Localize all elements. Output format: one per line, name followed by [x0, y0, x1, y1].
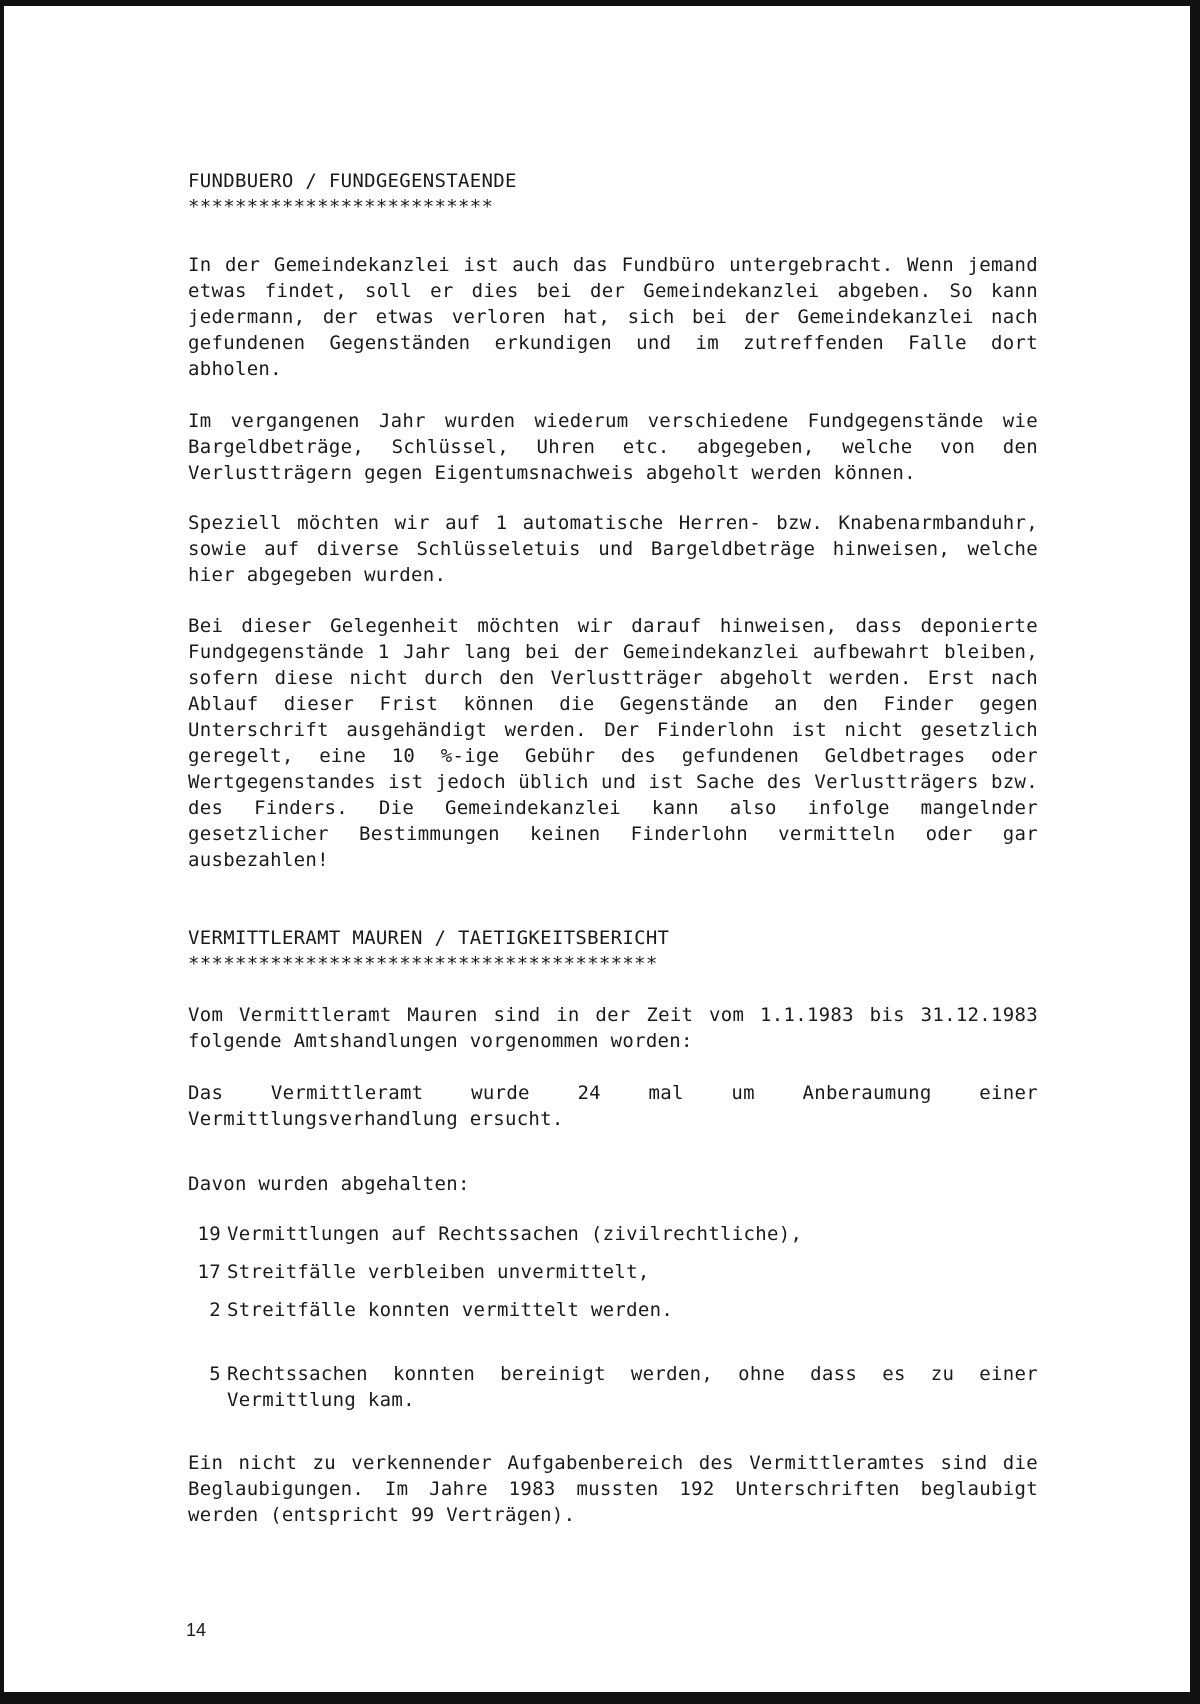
paragraph-text: Das Vermittleramt wurde 24 mal um Anberaumung einer Vermittlungsverhandlung ersucht. [188, 1082, 1038, 1130]
item-text: Streitfälle verbleiben unvermittelt, [227, 1261, 650, 1283]
title-underline: ************************** [188, 196, 494, 218]
paragraph-text: Davon wurden abgehalten: [188, 1173, 470, 1195]
item-number: 5 [209, 1363, 221, 1385]
title-underline: **************************************** [188, 953, 658, 975]
paragraph [188, 1171, 1038, 1197]
list-item [188, 1259, 1038, 1285]
section-title: VERMITTLERAMT MAUREN / TAETIGKEITSBERICHT [188, 927, 670, 949]
paragraph [188, 510, 1038, 588]
paragraph [188, 1080, 1038, 1132]
paragraph-text: Speziell möchten wir auf 1 automatische Herren- bzw. Knabenarmbanduhr, sowie auf diverse Schlüsseletuis und Bargeldbeträge hinweisen, welche hier abgegeben wurden. [188, 512, 1038, 586]
paragraph [188, 252, 1038, 382]
item-text: Rechtssachen konnten bereinigt werden, ohne dass es zu einer Vermittlung kam. [227, 1363, 1038, 1411]
section-vermittleramt [188, 925, 1038, 977]
list-item [188, 1297, 1038, 1323]
paragraph [188, 1002, 1038, 1054]
item-text: Vermittlungen auf Rechtssachen (zivilrechtliche), [227, 1223, 803, 1245]
page-number: 14 [186, 1620, 207, 1640]
paragraph [188, 408, 1038, 486]
paragraph [188, 1450, 1038, 1528]
list-item [188, 1361, 1038, 1413]
list-item [188, 1221, 1038, 1247]
item-number: 19 [197, 1223, 221, 1245]
item-text: Streitfälle konnten vermittelt werden. [227, 1299, 674, 1321]
paragraph-text: Vom Vermittleramt Mauren sind in der Zeit vom 1.1.1983 bis 31.12.1983 folgende Amtshandlungen vorgenommen worden: [188, 1004, 1038, 1052]
paragraph-text: Bei dieser Gelegenheit möchten wir darauf hinweisen, dass deponierte Fundgegenstände 1 Jahr lang bei der Gemeindekanzlei aufbewahrt bleiben, sofern diese nicht durch den Verlustträger abgeholt werden. Erst nach Ablauf dieser Frist können die Gegenstände an den Finder gegen Unterschrift ausgehändigt werden. Der Finderlohn ist nicht gesetzlich geregelt, eine 10 %-ige Gebühr des gefundenen Geldbetrages oder Wertgegenstandes ist jedoch üblich und ist Sache des Verlustträgers bzw. des Finders. Die Gemeindekanzlei kann also infolge mangelnder gesetzlicher Bestimmungen keinen Finderlohn vermitteln oder gar ausbezahlen! [188, 615, 1038, 871]
item-number: 17 [197, 1261, 221, 1283]
paragraph-text: In der Gemeindekanzlei ist auch das Fundbüro untergebracht. Wenn jemand etwas findet, soll er dies bei der Gemeindekanzlei abgeben. So kann jedermann, der etwas verloren hat, sich bei der Gemeindekanzlei nach gefundenen Gegenständen erkundigen und im zutreffenden Falle dort abholen. [188, 254, 1038, 380]
paragraph-text: Im vergangenen Jahr wurden wiederum verschiedene Fundgegenstände wie Bargeldbeträge, Schlüssel, Uhren etc. abgegeben, welche von den Verlustträgern gegen Eigentumsnachweis abgeholt werden können. [188, 410, 1038, 484]
section-title: FUNDBUERO / FUNDGEGENSTAENDE [188, 170, 517, 192]
paragraph [188, 613, 1038, 873]
section-fundbuero [188, 168, 1038, 220]
paragraph-text: Ein nicht zu verkennender Aufgabenbereich des Vermittleramtes sind die Beglaubigungen. Im Jahre 1983 mussten 192 Unterschriften beglaubigt werden (entspricht 99 Verträgen). [188, 1452, 1038, 1526]
item-number: 2 [209, 1299, 221, 1321]
